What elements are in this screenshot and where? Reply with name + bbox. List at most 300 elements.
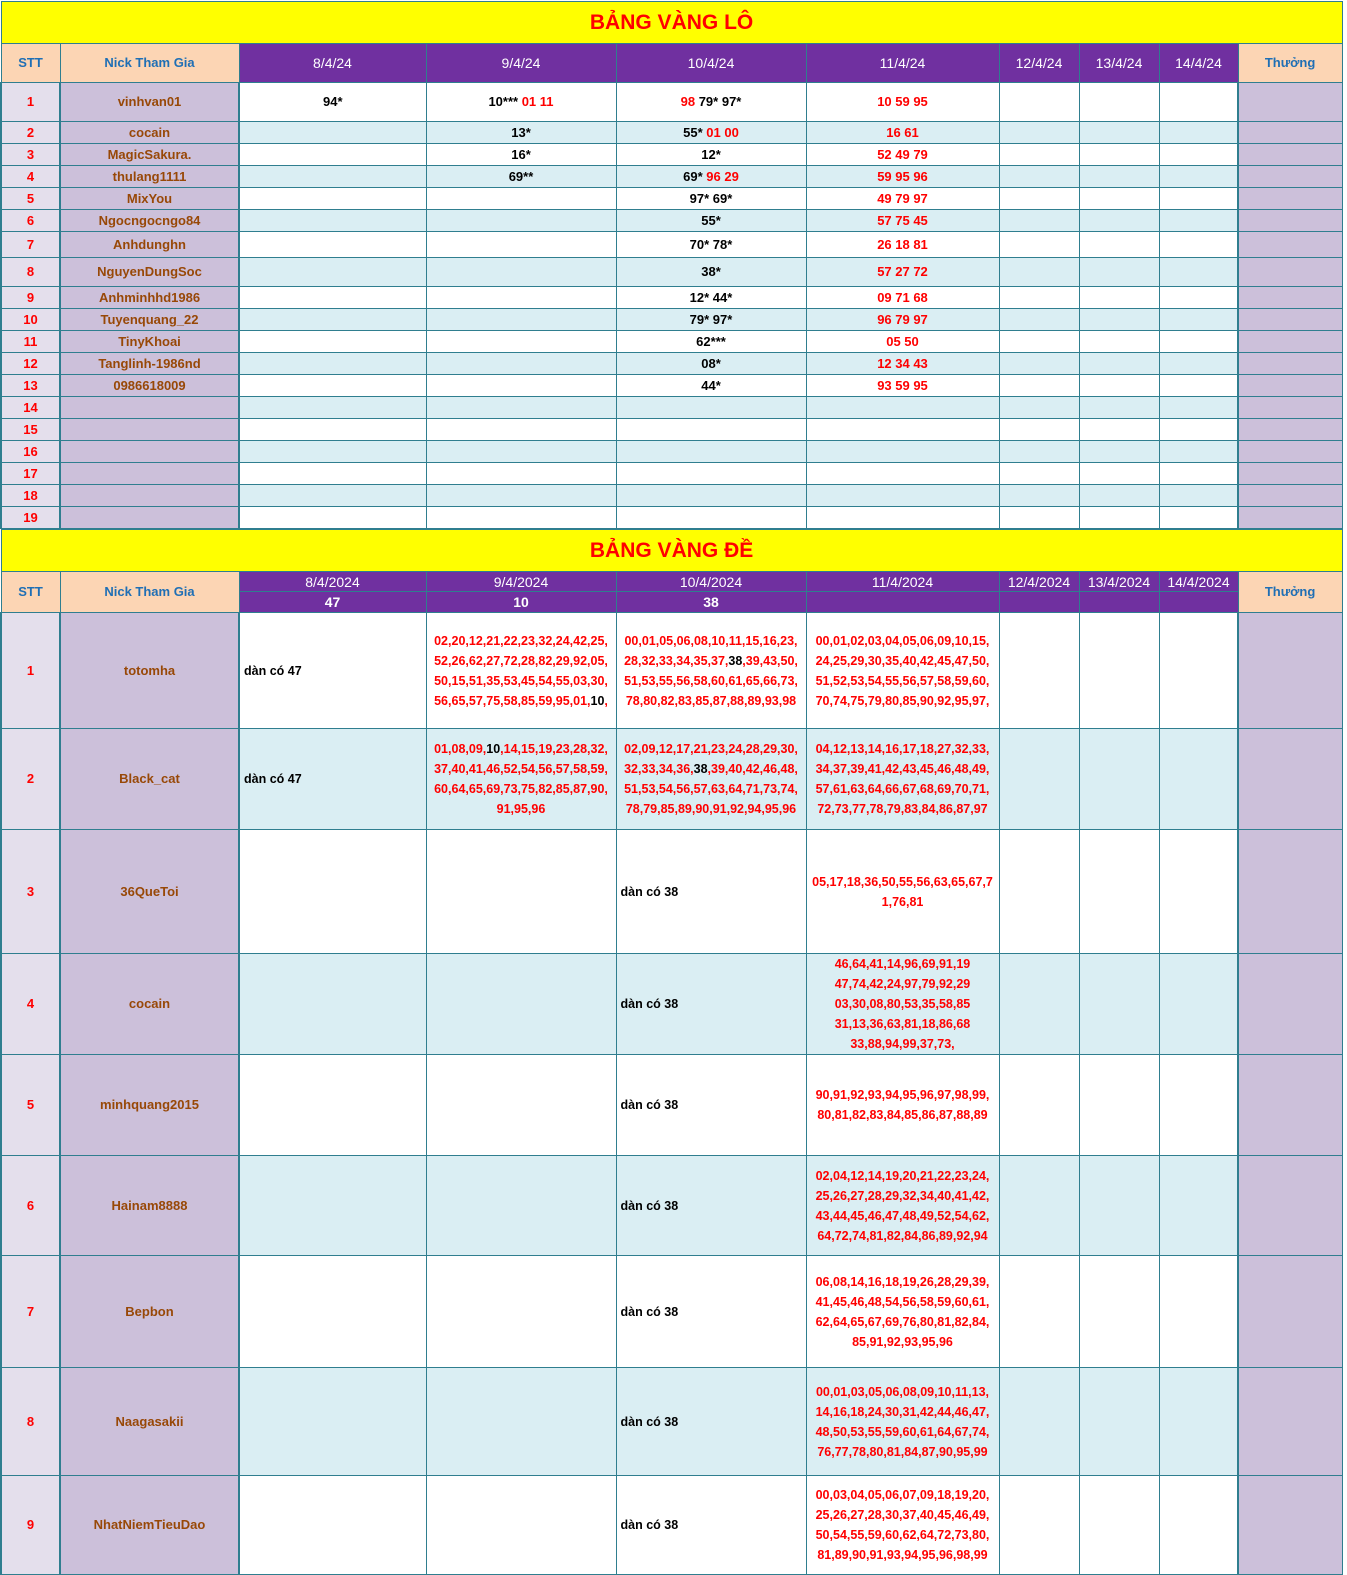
cell-text: 52,26,62,27,72,28,82,29,92,05, (434, 653, 608, 668)
nick-cell: Tuyenquang_22 (60, 309, 239, 331)
table-row (1, 463, 1342, 485)
date-cell (806, 144, 999, 166)
date-cell (999, 1256, 1079, 1368)
cell-text: 46,64,41,14,96,69,91,19 (834, 957, 971, 971)
thuong-cell (1238, 309, 1342, 331)
date-cell (239, 1256, 426, 1368)
date-cell (806, 1256, 999, 1368)
stt-cell: 11 (1, 331, 60, 353)
date-cell (426, 954, 616, 1055)
lo-header-nick: Nick Tham Gia (60, 44, 239, 83)
table-row (1, 122, 1342, 144)
nick-cell: Naagasakii (60, 1368, 239, 1476)
number-line (811, 1332, 995, 1352)
nick-cell: 0986618009 (60, 375, 239, 397)
date-cell (1079, 166, 1159, 188)
cell-text: 98 (680, 94, 699, 109)
date-cell (1079, 309, 1159, 331)
number-line (811, 1226, 995, 1246)
date-cell (999, 232, 1079, 258)
number-line (811, 1206, 995, 1226)
date-cell (806, 83, 999, 122)
date-cell (426, 729, 616, 830)
date-cell (616, 729, 806, 830)
cell-text: 10 59 95 (877, 94, 928, 109)
date-cell (426, 144, 616, 166)
cell-text: 16 61 (886, 124, 919, 140)
date-cell (999, 463, 1079, 485)
thuong-cell (1238, 83, 1342, 122)
date-cell (999, 166, 1079, 188)
thuong-cell (1238, 463, 1342, 485)
table-row (1, 954, 1342, 1055)
cell-text: 94* (322, 94, 343, 109)
number-line (621, 671, 802, 691)
lo-header-date: 13/4/24 (1079, 44, 1159, 83)
number-line (621, 691, 802, 711)
cell-text: 57 75 45 (877, 212, 928, 228)
cell-text: 38* (701, 264, 721, 279)
date-cell (616, 232, 806, 258)
date-cell (426, 232, 616, 258)
date-cell (616, 287, 806, 309)
date-cell (1079, 507, 1159, 529)
number-line (811, 1186, 995, 1206)
date-cell (1159, 613, 1238, 729)
date-cell (1079, 122, 1159, 144)
date-cell (999, 419, 1079, 441)
cell-text: 32,33,34,36, (624, 762, 694, 776)
date-cell (616, 375, 806, 397)
cell-text: ,14,15,19,23,28,32, (500, 742, 608, 756)
dan-label: dàn có 38 (620, 884, 679, 899)
date-cell (806, 613, 999, 729)
date-cell (239, 613, 426, 729)
date-cell (239, 485, 426, 507)
date-cell (1079, 419, 1159, 441)
date-cell (1159, 232, 1238, 258)
date-cell (806, 1156, 999, 1256)
date-cell (1079, 830, 1159, 954)
thuong-cell (1238, 485, 1342, 507)
thuong-cell (1238, 353, 1342, 375)
number-line (431, 779, 612, 799)
date-cell (1159, 83, 1238, 122)
thuong-cell (1238, 331, 1342, 353)
date-cell (1159, 1156, 1238, 1256)
stt-cell: 5 (1, 1055, 60, 1156)
date-cell (1159, 188, 1238, 210)
de-result: 47 (239, 592, 426, 613)
de-result (1079, 592, 1159, 613)
table-row (1, 287, 1342, 309)
number-line (621, 799, 802, 819)
date-cell (426, 353, 616, 375)
date-cell (616, 1055, 806, 1156)
date-cell (426, 1156, 616, 1256)
cell-text: 43,44,45,46,47,48,49,52,54,62, (815, 1208, 990, 1223)
nick-cell: thulang1111 (60, 166, 239, 188)
date-cell (239, 309, 426, 331)
cell-text: 12* 44* (689, 289, 733, 305)
number-line (431, 759, 612, 779)
date-cell (1079, 188, 1159, 210)
date-cell (999, 1156, 1079, 1256)
number-line (621, 631, 802, 651)
nick-cell: TinyKhoai (60, 331, 239, 353)
cell-text: 85,91,92,93,95,96 (852, 1334, 953, 1349)
date-cell (426, 485, 616, 507)
thuong-cell (1238, 1055, 1342, 1156)
cell-text: 38 (693, 762, 708, 776)
date-cell (239, 1476, 426, 1575)
date-cell (426, 309, 616, 331)
number-line (811, 1402, 995, 1422)
date-cell (616, 441, 806, 463)
table-row (1, 258, 1342, 287)
number-line (811, 671, 995, 691)
date-cell (239, 1055, 426, 1156)
date-cell (1159, 397, 1238, 419)
date-cell (616, 83, 806, 122)
cell-text: 25,26,27,28,29,32,34,40,41,42, (815, 1188, 990, 1203)
cell-text: 03,30,08,80,53,35,58,85 (834, 997, 971, 1011)
date-cell (999, 1368, 1079, 1476)
thuong-cell (1238, 166, 1342, 188)
date-cell (426, 210, 616, 232)
number-line (811, 954, 995, 974)
date-cell (999, 397, 1079, 419)
table-row (1, 729, 1342, 830)
cell-text: 51,53,54,56,57,63,64,71,73,74, (624, 782, 798, 796)
date-cell (426, 441, 616, 463)
cell-text: 05,17,18,36,50,55,56,63,65,67,7 (812, 874, 993, 889)
date-cell (806, 441, 999, 463)
date-cell (806, 210, 999, 232)
number-line (811, 739, 995, 759)
date-cell (806, 287, 999, 309)
cell-text: 01 11 (521, 94, 554, 109)
stt-cell: 7 (1, 1256, 60, 1368)
date-cell (1079, 1156, 1159, 1256)
date-cell (1159, 507, 1238, 529)
cell-text: 57,61,63,64,66,67,68,69,70,71, (815, 782, 990, 796)
date-cell (1159, 309, 1238, 331)
number-line (811, 631, 995, 651)
date-cell (616, 188, 806, 210)
number-line (811, 892, 995, 912)
nick-cell: NguyenDungSoc (60, 258, 239, 287)
date-cell (999, 375, 1079, 397)
number-line (811, 1485, 995, 1505)
date-cell (616, 144, 806, 166)
de-result: 38 (616, 592, 806, 613)
table-row (1, 830, 1342, 954)
date-cell (426, 1476, 616, 1575)
stt-cell: 1 (1, 83, 60, 122)
date-cell (239, 188, 426, 210)
number-line (431, 631, 612, 651)
date-cell (239, 166, 426, 188)
cell-text: 81,89,90,91,93,94,95,96,98,99 (817, 1548, 988, 1562)
cell-text: 59 95 96 (877, 168, 928, 184)
cell-text: 24,25,29,30,35,40,42,45,47,50, (815, 653, 990, 668)
date-cell (239, 463, 426, 485)
thuong-cell (1238, 507, 1342, 529)
stt-cell: 5 (1, 188, 60, 210)
table-row (1, 419, 1342, 441)
date-cell (239, 397, 426, 419)
stt-cell: 6 (1, 210, 60, 232)
date-cell (999, 830, 1079, 954)
date-cell (999, 287, 1079, 309)
nick-cell: MixYou (60, 188, 239, 210)
table-row (1, 375, 1342, 397)
stt-cell: 17 (1, 463, 60, 485)
cell-text: 05 50 (886, 333, 919, 349)
date-cell (239, 830, 426, 954)
cell-text: 25,26,27,28,30,37,40,45,46,49, (815, 1508, 990, 1522)
date-cell (1079, 287, 1159, 309)
table-row (1, 397, 1342, 419)
date-cell (1079, 353, 1159, 375)
number-line (621, 651, 802, 671)
stt-cell: 3 (1, 144, 60, 166)
date-cell (426, 397, 616, 419)
date-cell (1159, 1055, 1238, 1156)
nick-cell: Black_cat (60, 729, 239, 830)
cell-text: 79* 97* (689, 311, 733, 327)
lo-table (0, 1, 1343, 529)
date-cell (1159, 419, 1238, 441)
date-cell (806, 375, 999, 397)
number-line (811, 1034, 995, 1054)
de-table (0, 529, 1343, 1575)
cell-text: 78,80,82,83,85,87,88,89,93,98 (625, 693, 797, 708)
cell-text: 55* (683, 124, 707, 140)
date-cell (999, 258, 1079, 287)
date-cell (426, 188, 616, 210)
table-row (1, 507, 1342, 529)
date-cell (806, 1476, 999, 1575)
date-cell (1079, 1256, 1159, 1368)
date-cell (616, 1256, 806, 1368)
number-line (811, 1014, 995, 1034)
thuong-cell (1238, 954, 1342, 1055)
date-cell (1159, 122, 1238, 144)
date-cell (426, 166, 616, 188)
table-row (1, 309, 1342, 331)
thuong-cell (1238, 419, 1342, 441)
date-cell (239, 122, 426, 144)
lo-header-date: 9/4/24 (426, 44, 616, 83)
cell-text: 69** (508, 168, 534, 184)
nick-cell: vinhvan01 (60, 83, 239, 122)
cell-text: , (604, 693, 608, 708)
de-result (806, 592, 999, 613)
stt-cell: 19 (1, 507, 60, 529)
date-cell (426, 1256, 616, 1368)
date-cell (806, 122, 999, 144)
number-line (431, 799, 612, 819)
date-cell (806, 397, 999, 419)
cell-text: 02,04,12,14,19,20,21,22,23,24, (815, 1168, 990, 1183)
date-cell (1159, 729, 1238, 830)
date-cell (1159, 954, 1238, 1055)
cell-text: 31,13,36,63,81,18,86,68 (834, 1017, 971, 1031)
number-line (811, 1442, 995, 1462)
date-cell (999, 485, 1079, 507)
date-cell (806, 830, 999, 954)
number-line (811, 974, 995, 994)
thuong-cell (1238, 1476, 1342, 1575)
table-row (1, 441, 1342, 463)
date-cell (616, 397, 806, 419)
number-line (811, 1505, 995, 1525)
date-cell (239, 144, 426, 166)
date-cell (806, 729, 999, 830)
date-cell (806, 463, 999, 485)
stt-cell: 2 (1, 729, 60, 830)
lo-header-stt: STT (1, 44, 60, 83)
date-cell (426, 287, 616, 309)
date-cell (1079, 463, 1159, 485)
date-cell (806, 188, 999, 210)
cell-text: 37,40,41,46,52,54,56,57,58,59, (434, 762, 608, 776)
table-row (1, 1055, 1342, 1156)
date-cell (806, 1055, 999, 1156)
cell-text: 79* 97* (698, 94, 742, 109)
cell-text: 02,20,12,21,22,23,32,24,42,25, (434, 633, 608, 648)
cell-text: 00,03,04,05,06,07,09,18,19,20, (815, 1488, 990, 1502)
date-cell (426, 258, 616, 287)
date-cell (239, 441, 426, 463)
date-cell (616, 507, 806, 529)
cell-text: 41,45,46,48,54,56,58,59,60,61, (815, 1294, 990, 1309)
cell-text: 48,50,53,55,59,60,61,64,67,74, (815, 1424, 990, 1439)
date-cell (999, 613, 1079, 729)
date-cell (1159, 144, 1238, 166)
thuong-cell (1238, 830, 1342, 954)
stt-cell: 8 (1, 1368, 60, 1476)
date-cell (616, 613, 806, 729)
stt-cell: 8 (1, 258, 60, 287)
date-cell (239, 419, 426, 441)
dan-label: dàn có 38 (620, 1098, 679, 1112)
number-line (811, 1085, 995, 1105)
date-cell (806, 419, 999, 441)
date-cell (999, 309, 1079, 331)
cell-text: 06,08,14,16,18,19,26,28,29,39, (815, 1274, 990, 1289)
number-line (621, 759, 802, 779)
de-result (999, 592, 1079, 613)
date-cell (806, 258, 999, 287)
cell-text: 62,64,65,67,69,76,80,81,82,84, (815, 1314, 990, 1329)
thuong-cell (1238, 441, 1342, 463)
date-cell (1079, 441, 1159, 463)
cell-text: 16* (511, 146, 531, 162)
cell-text: 51,52,53,54,55,56,57,58,59,60, (815, 673, 990, 688)
cell-text: 93 59 95 (877, 377, 928, 393)
dan-label: dàn có 38 (620, 1414, 679, 1429)
date-cell (999, 188, 1079, 210)
date-cell (616, 210, 806, 232)
cell-text: 01 00 (706, 124, 739, 140)
cell-text: 50,54,55,59,60,62,64,72,73,80, (815, 1528, 990, 1542)
thuong-cell (1238, 397, 1342, 419)
number-line (811, 691, 995, 711)
table-row (1, 144, 1342, 166)
date-cell (806, 1368, 999, 1476)
date-cell (239, 210, 426, 232)
cell-text: 70,74,75,79,80,85,90,92,95,97, (815, 693, 990, 708)
lo-header-date: 14/4/24 (1159, 44, 1238, 83)
date-cell (999, 441, 1079, 463)
cell-text: 91,95,96 (496, 802, 546, 816)
cell-text: 14,16,18,24,30,31,42,44,46,47, (815, 1404, 990, 1419)
date-cell (426, 1055, 616, 1156)
de-header-date: 13/4/2024 (1079, 572, 1159, 592)
cell-text: 57 27 72 (877, 264, 928, 279)
dan-label: dàn có 38 (620, 997, 679, 1011)
cell-text: 12 34 43 (877, 355, 928, 371)
date-cell (239, 353, 426, 375)
number-line (811, 994, 995, 1014)
number-line (811, 759, 995, 779)
stt-cell: 6 (1, 1156, 60, 1256)
cell-text: 26 18 81 (877, 236, 928, 252)
thuong-cell (1238, 729, 1342, 830)
date-cell (616, 309, 806, 331)
cell-text: 28,32,33,34,35,37, (624, 653, 729, 668)
cell-text: 80,81,82,83,84,85,86,87,88,89 (817, 1108, 988, 1122)
cell-text: 44* (701, 377, 721, 393)
cell-text: 72,73,77,78,79,83,84,86,87,97 (817, 802, 988, 816)
date-cell (616, 954, 806, 1055)
date-cell (239, 729, 426, 830)
date-cell (1079, 485, 1159, 507)
cell-text: 51,53,55,56,58,60,61,65,66,73, (624, 673, 798, 688)
nick-cell: 36QueToi (60, 830, 239, 954)
date-cell (1079, 1476, 1159, 1575)
number-line (811, 1382, 995, 1402)
table-row (1, 613, 1342, 729)
table-row (1, 1156, 1342, 1256)
cell-text: 13* (511, 124, 531, 140)
nick-cell (60, 419, 239, 441)
stt-cell: 9 (1, 1476, 60, 1575)
number-line (621, 739, 802, 759)
date-cell (616, 122, 806, 144)
date-cell (616, 166, 806, 188)
date-cell (616, 331, 806, 353)
number-line (811, 1272, 995, 1292)
lo-header-date: 8/4/24 (239, 44, 426, 83)
date-cell (616, 353, 806, 375)
date-cell (1079, 331, 1159, 353)
date-cell (999, 122, 1079, 144)
date-cell (1159, 830, 1238, 954)
cell-text: 60,64,65,69,73,75,82,85,87,90, (434, 782, 608, 796)
date-cell (806, 166, 999, 188)
date-cell (806, 507, 999, 529)
stt-cell: 1 (1, 613, 60, 729)
de-header-date: 12/4/2024 (999, 572, 1079, 592)
cell-text: 52 49 79 (877, 146, 928, 162)
number-line (811, 1545, 995, 1565)
cell-text: 49 79 97 (877, 190, 928, 206)
thuong-cell (1238, 210, 1342, 232)
